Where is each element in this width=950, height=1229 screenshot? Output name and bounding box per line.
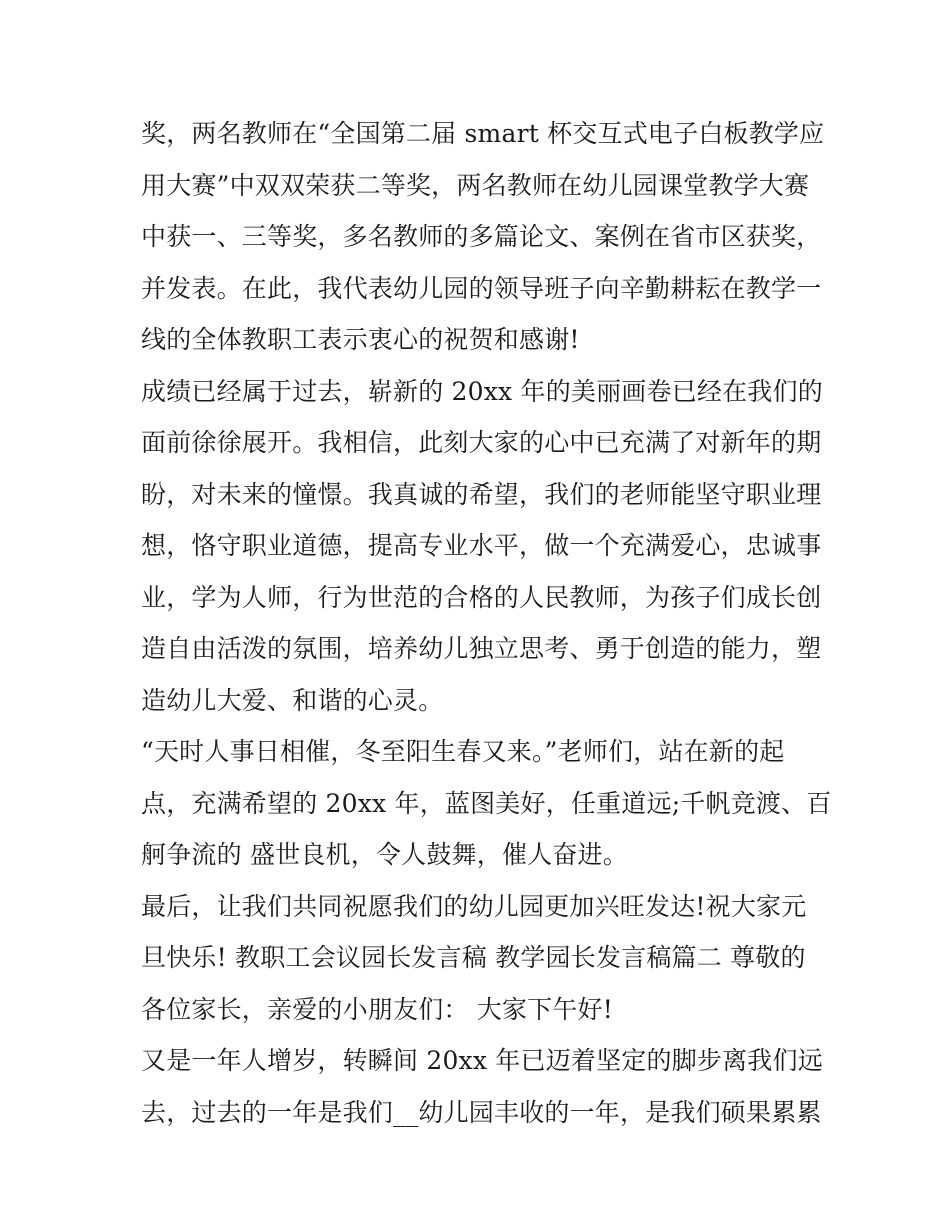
text-line: 造幼儿大爱、和谐的心灵。 <box>141 685 444 715</box>
text-line: 舸争流的 盛世良机，令人鼓舞，催人奋进。 <box>141 840 628 869</box>
text-line: 并发表。在此，我代表幼儿园的领导班子向辛勤耕耘在教学一 <box>141 273 822 303</box>
text-line: 想，恪守职业道德，提高专业水平，做一个充满爱心，忠诚事 <box>141 531 822 560</box>
text-line: 最后，让我们共同祝愿我们的幼儿园更加兴旺发达!祝大家元 <box>141 891 807 921</box>
text-line: 各位家长，亲爱的小朋友们： 大家下午好! <box>141 994 613 1024</box>
text-line: 又是一年人增岁，转瞬间 20xx 年已迈着坚定的脚步离我们远 <box>141 1046 823 1075</box>
text-line: 线的全体教职工表示衷心的祝贺和感谢! <box>141 325 580 354</box>
text-line: 盼，对未来的憧憬。我真诚的希望，我们的老师能坚守职业理 <box>141 479 822 509</box>
document-body <box>141 108 832 1138</box>
text-line: 点，充满希望的 20xx 年，蓝图美好，任重道远;千帆竞渡、百 <box>141 788 832 818</box>
text-line: 中获一、三等奖，多名教师的多篇论文、案例在省市区获奖， <box>141 222 822 251</box>
text-line: 面前徐徐展开。我相信，此刻大家的心中已充满了对新年的期 <box>141 428 822 457</box>
text-line: 成绩已经属于过去，崭新的 20xx 年的美丽画卷已经在我们的 <box>141 376 823 406</box>
text-line: 旦快乐! 教职工会议园长发言稿 教学园长发言稿篇二 尊敬的 <box>141 943 806 972</box>
text-line: 业，学为人师，行为世范的合格的人民教师，为孩子们成长创 <box>141 582 822 612</box>
text-line: “天时人事日相催，冬至阳生春又来。”老师们，站在新的起 <box>141 737 785 766</box>
text-line: 造自由活泼的氛围，培养幼儿独立思考、勇于创造的能力，塑 <box>141 634 822 663</box>
text-line: 用大赛”中双双荣获二等奖，两名教师在幼儿园课堂教学大赛 <box>141 170 810 200</box>
text-line: 去，过去的一年是我们__幼儿园丰收的一年，是我们硕果累累 <box>141 1097 822 1127</box>
text-line: 奖，两名教师在“全国第二届 smart 杯交互式电子白板教学应 <box>141 119 825 148</box>
